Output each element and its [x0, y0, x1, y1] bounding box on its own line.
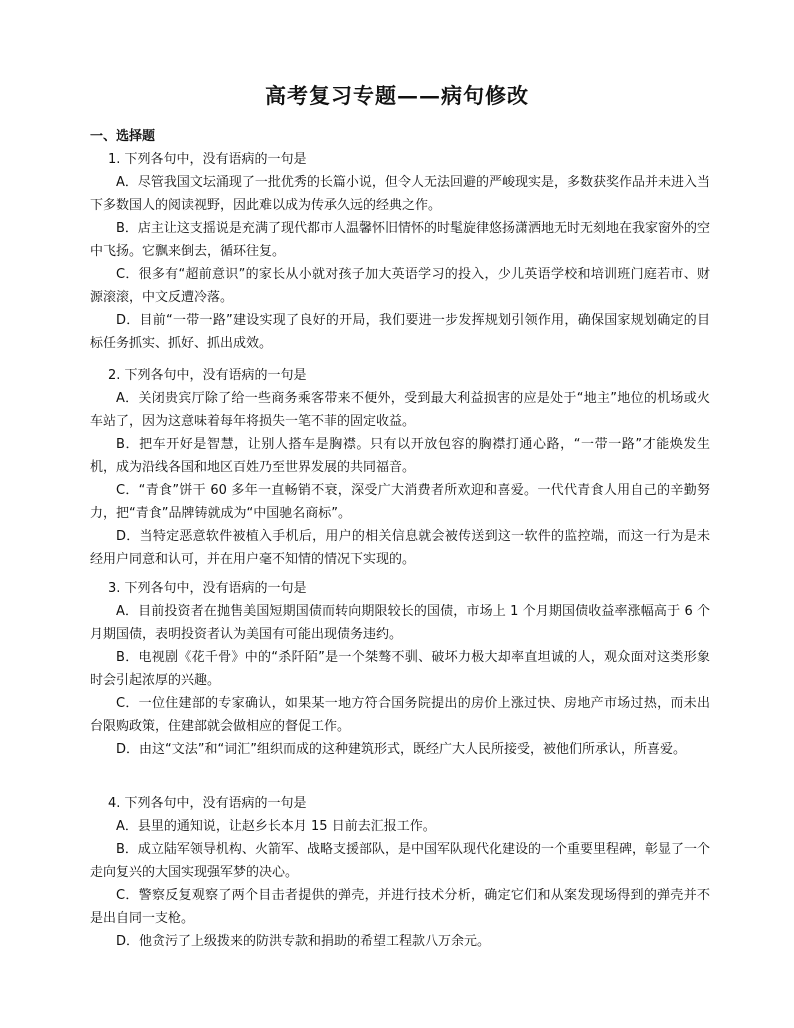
option-a: A．目前投资者在抛售美国短期国债而转向期限较长的国债，市场上 1 个月期国债收益率涨幅高于 6 个月期国债，表明投资者认为美国有可能出现债务违约。: [90, 604, 710, 642]
option-d: D．他贪污了上级拨来的防洪专款和捐助的希望工程款八万余元。: [116, 934, 491, 949]
option-c: C．一位住建部的专家确认，如果某一地方符合国务院提出的房价上涨过快、房地产市场过热，而未出台限购政策，住建部就会做相应的督促工作。: [90, 696, 710, 734]
question-stem: 3. 下列各句中，没有语病的一句是: [108, 581, 307, 596]
question-3: [90, 577, 710, 761]
option-c: C．警察反复观察了两个目击者提供的弹壳，并进行技术分析，确定它们和从案发现场得到的弹壳并不是出自同一支枪。: [90, 888, 710, 926]
option-a: A．尽管我国文坛涌现了一批优秀的长篇小说，但令人无法回避的严峻现实是，多数获奖作品并未进入当下多数国人的阅读视野，因此难以成为传承久远的经典之作。: [90, 175, 710, 213]
option-a: A．关闭贵宾厅除了给一些商务乘客带来不便外，受到最大利益损害的应是处于“地主”地位的机场或火车站了，因为这意味着每年将损失一笔不菲的固定收益。: [90, 391, 710, 429]
option-b: B．店主让这支摇说是充满了现代都市人温馨怀旧情怀的时髦旋律悠扬潇洒地无时无刻地在我家窗外的空中飞扬。它飘来倒去，循环往复。: [90, 221, 710, 259]
question-4: [90, 792, 710, 953]
option-a: A．县里的通知说，让赵乡长本月 15 日前去汇报工作。: [116, 819, 436, 834]
question-stem: 1. 下列各句中，没有语病的一句是: [108, 152, 307, 167]
question-2: [90, 364, 710, 571]
option-d: D．当特定恶意软件被植入手机后，用户的相关信息就会被传送到这一软件的监控端，而这一行为是未经用户同意和认可，并在用户毫不知情的情况下实现的。: [90, 529, 710, 567]
option-c: C．很多有“超前意识”的家长从小就对孩子加大英语学习的投入，少儿英语学校和培训班门庭若市、财源滚滚，中文反遭冷落。: [90, 267, 710, 305]
option-d: D．目前“一带一路”建设实现了良好的开局，我们要进一步发挥规划引领作用，确保国家规划确定的目标任务抓实、抓好、抓出成效。: [90, 313, 710, 351]
option-c: C．“青食”饼干 60 多年一直畅销不衰，深受广大消费者所欢迎和喜爱。一代代青食人用自己的辛勤努力，把“青食”品牌铸就成为“中国驰名商标”。: [90, 483, 710, 521]
option-d: D．由这“文法”和“词汇”组织而成的这种建筑形式，既经广大人民所接受，被他们所承认，所喜爱。: [116, 742, 686, 757]
question-stem: 2. 下列各句中，没有语病的一句是: [108, 368, 307, 383]
option-b: B．把车开好是智慧，让别人搭车是胸襟。只有以开放包容的胸襟打通心路，“一带一路”才能焕发生机，成为沿线各国和地区百姓乃至世界发展的共同福音。: [90, 437, 710, 475]
page-title: 高考复习专题——病句修改: [265, 83, 529, 108]
question-1: [90, 148, 710, 355]
option-b: B．电视剧《花千骨》中的“杀阡陌”是一个桀骜不驯、破坏力极大却率直坦诚的人，观众面对这类形象时会引起浓厚的兴趣。: [90, 650, 710, 688]
section-heading: 一、选择题: [90, 129, 156, 144]
option-b: B．成立陆军领导机构、火箭军、战略支援部队，是中国军队现代化建设的一个重要里程碑，彰显了一个走向复兴的大国实现强军梦的决心。: [90, 842, 710, 880]
question-stem: 4. 下列各句中，没有语病的一句是: [108, 796, 307, 811]
